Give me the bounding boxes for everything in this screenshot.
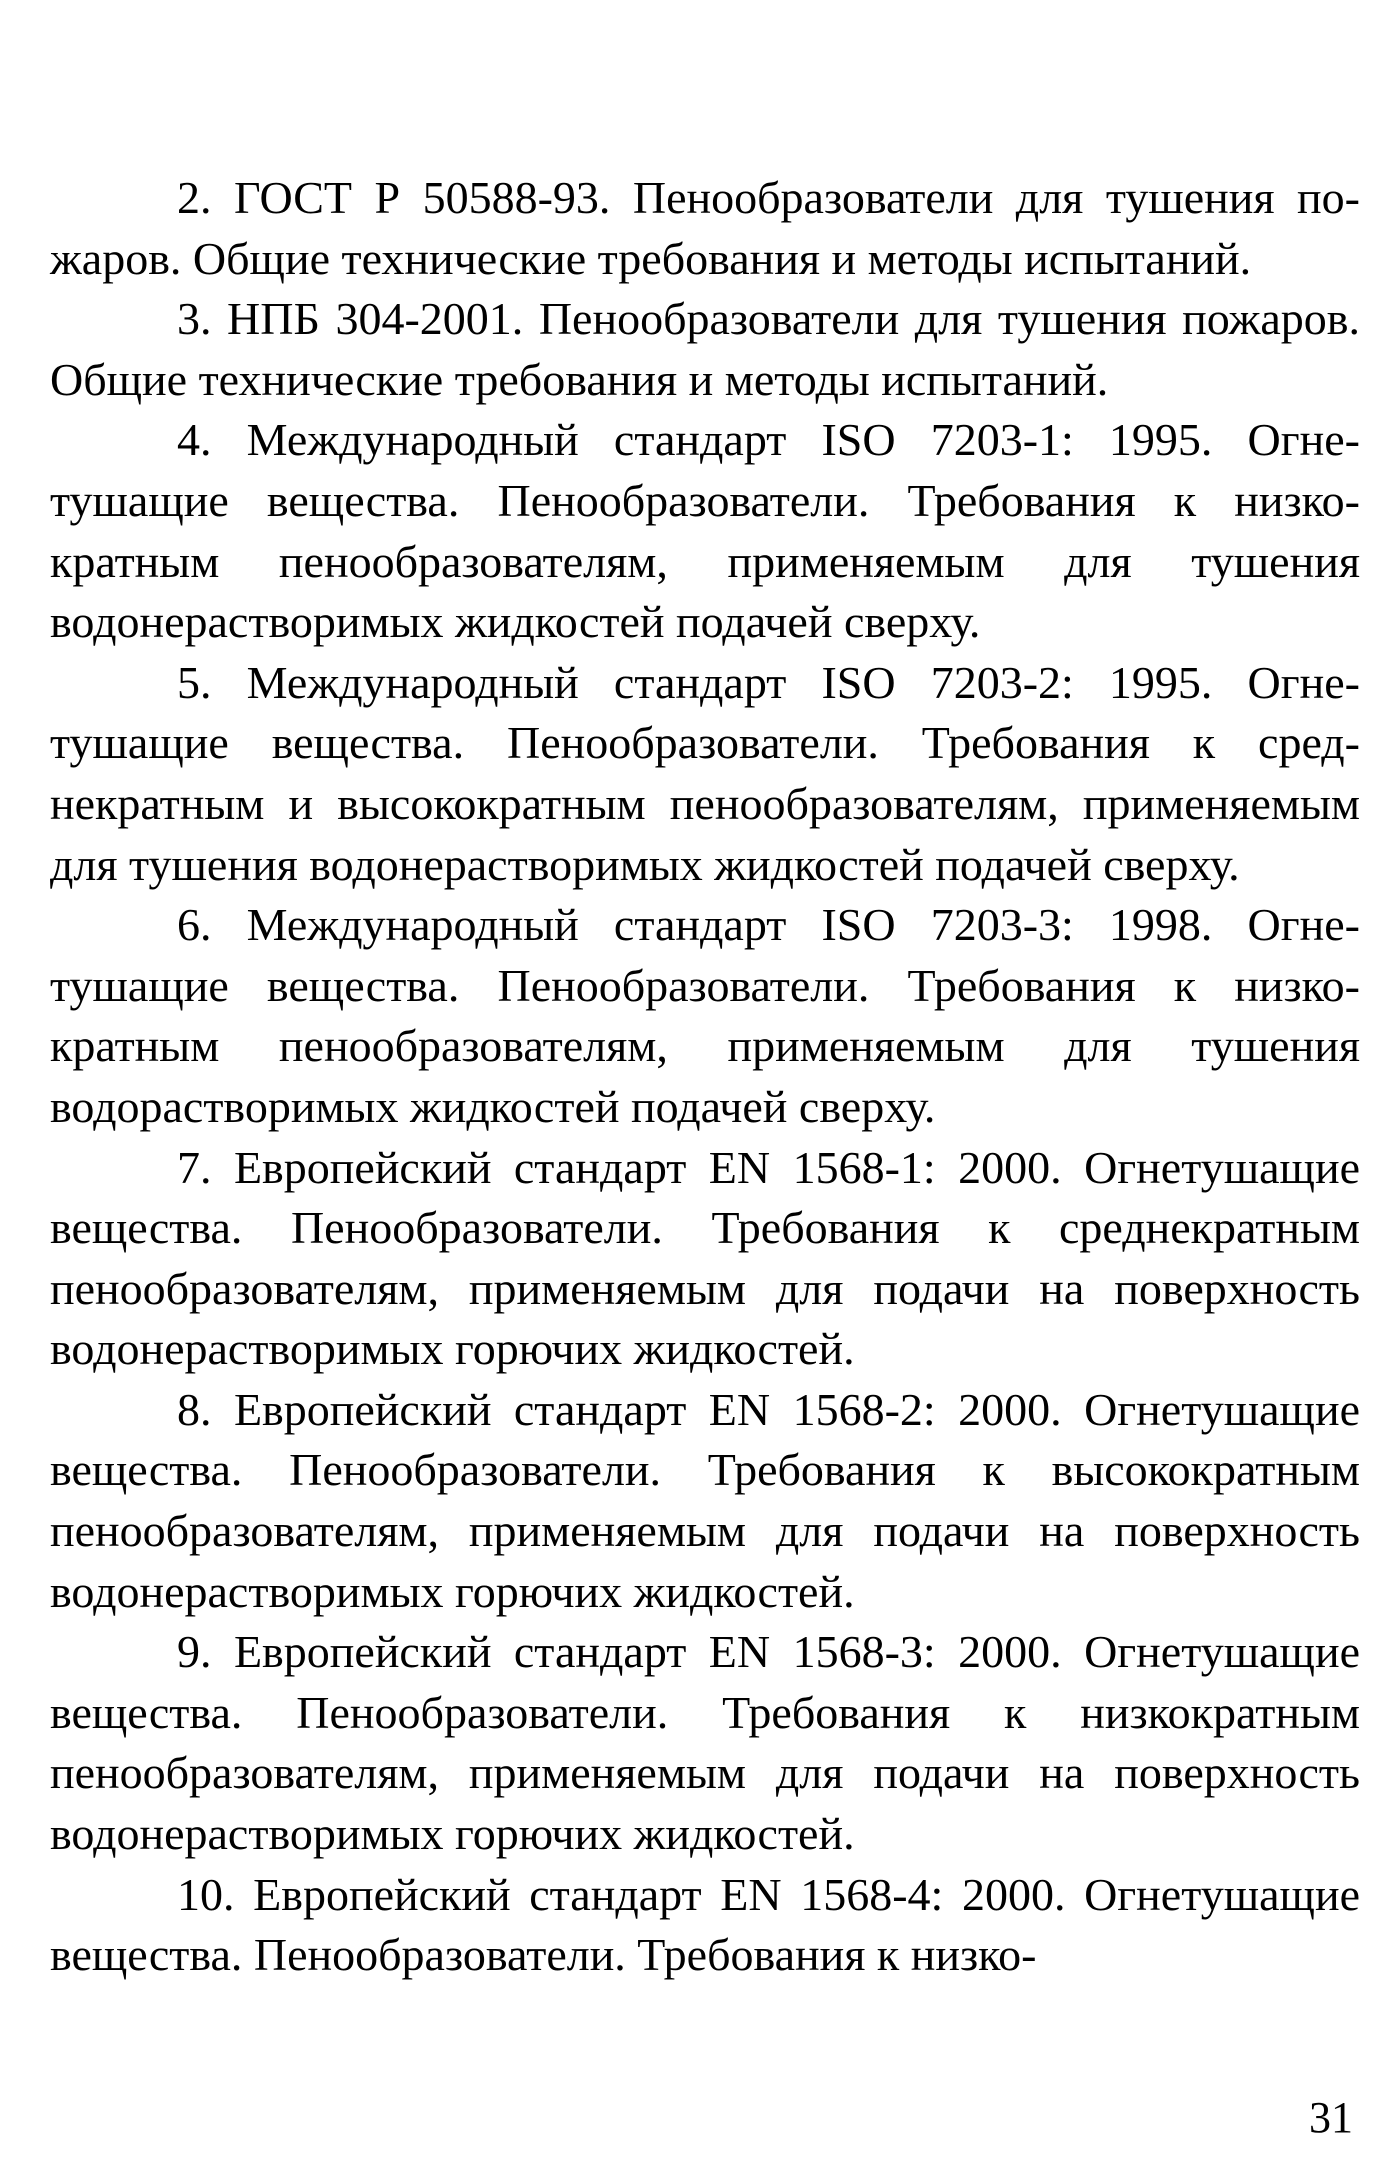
reference-item-8: 8. Европейский стандарт EN 1568-2: 2000. Огнетушащие вещества. Пенообразователи. Требования к высокократным пенообразователям, применяемым для подачи на поверхность водонерастворимых горючих жидкостей.	[50, 1383, 1360, 1617]
reference-item-5: 5. Международный стандарт ISO 7203-2: 1995. Огнетушащие вещества. Пенообразователи. Требования к среднекратным и высокократным пенообразователям, применяемым для тушения водонерастворимых жидкостей подачей сверху.	[50, 656, 1360, 890]
reference-item-2: 2. ГОСТ Р 50588-93. Пенообразователи для тушения пожаров. Общие технические требования и методы испытаний.	[50, 172, 1360, 284]
page-number: 31	[1309, 2093, 1353, 2142]
reference-item-6: 6. Международный стандарт ISO 7203-3: 1998. Огнетушащие вещества. Пенообразователи. Требования к низкократным пенообразователям, применяемым для тушения водорастворимых жидкостей подачей сверху.	[50, 899, 1360, 1132]
reference-item-7: 7. Европейский стандарт EN 1568-1: 2000. Огнетушащие вещества. Пенообразователи. Требования к среднекратным пенообразователям, применяемым для подачи на поверхность водонерастворимых горючих жидкостей.	[50, 1141, 1360, 1375]
reference-list	[50, 168, 1360, 1986]
reference-item-10: 10. Европейский стандарт EN 1568-4: 2000. Огнетушащие вещества. Пенообразователи. Требования к низко-	[50, 1868, 1360, 1981]
reference-item-4: 4. Международный стандарт ISO 7203-1: 1995. Огнетушащие вещества. Пенообразователи. Требования к низкократным пенообразователям, применяемым для тушения водонерастворимых жидкостей подачей сверху.	[50, 414, 1360, 648]
reference-item-9: 9. Европейский стандарт EN 1568-3: 2000. Огнетушащие вещества. Пенообразователи. Требования к низкократным пенообразователям, применяемым для подачи на поверхность водонерастворимых горючих жидкостей.	[50, 1626, 1360, 1860]
reference-item-3: 3. НПБ 304-2001. Пенообразователи для тушения пожаров. Общие технические требования и методы испытаний.	[50, 293, 1360, 405]
